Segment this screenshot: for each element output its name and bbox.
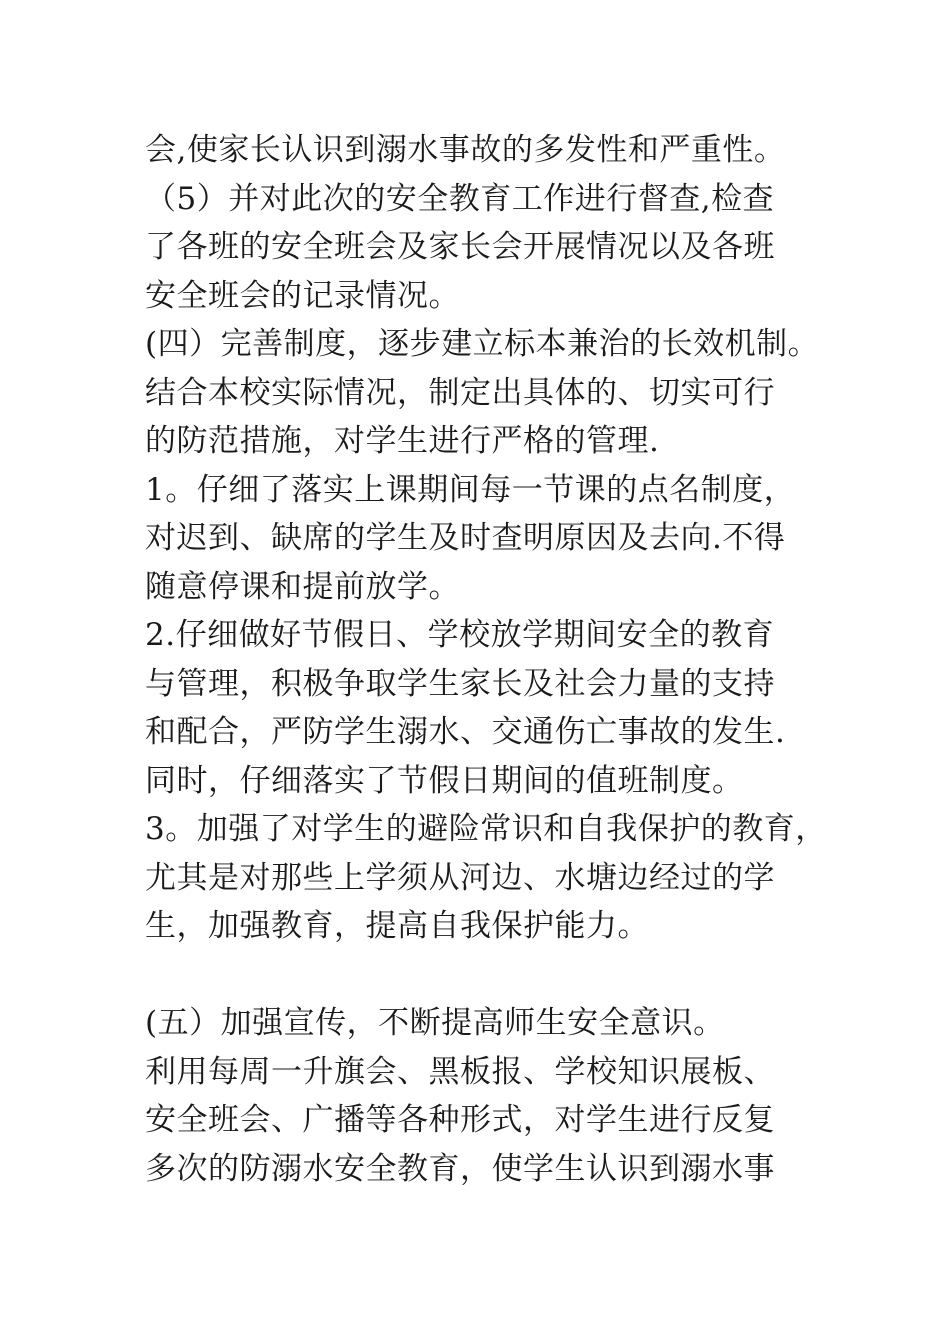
section-heading: (四）完善制度，逐步建立标本兼治的长效机制。 [145,326,820,362]
text-line: （5）并对此次的安全教育工作进行督查,检查 [145,180,775,217]
text-line: 了各班的安全班会及家长会开展情况以及各班 [145,229,775,265]
text-line: 多次的防溺水安全教育，使学生认识到溺水事 [145,1150,775,1187]
text-line: 安全班会的记录情况。 [145,277,460,314]
text-line: 利用每周一升旗会、黑板报、学校知识展板、 [145,1053,775,1090]
document-body [145,126,845,1193]
text-line: 对迟到、缺席的学生及时查明原因及去向.不得 [145,520,786,556]
text-line: 结合本校实际情况，制定出具体的、切实可行 [145,374,775,411]
text-line: 随意停课和提前放学。 [145,568,460,605]
list-item-3: 3。加强了对学生的避险常识和自我保护的教育， [145,811,827,847]
text-line: 会,使家长认识到溺水事故的多发性和严重性。 [145,132,786,168]
paragraph-gap [145,951,845,1000]
text-line: 安全班会、广播等各种形式，对学生进行反复 [145,1102,775,1138]
text-line: 的防范措施，对学生进行严格的管理. [145,423,660,459]
text-line: 同时，仔细落实了节假日期间的值班制度。 [145,762,744,799]
text-line: 尤其是对那些上学须从河边、水塘边经过的学 [145,859,775,896]
list-item-2: 2.仔细做好节假日、学校放学期间安全的教育 [145,617,775,653]
list-item-1: 1。仔细了落实上课期间每一节课的点名制度， [145,471,796,508]
text-line: 与管理，积极争取学生家长及社会力量的支持 [145,665,775,702]
text-line: 和配合，严防学生溺水、交通伤亡事故的发生. [145,714,786,750]
text-line: 生，加强教育，提高自我保护能力。 [145,908,649,944]
section-heading: (五）加强宣传，不断提高师生安全意识。 [145,1005,725,1041]
